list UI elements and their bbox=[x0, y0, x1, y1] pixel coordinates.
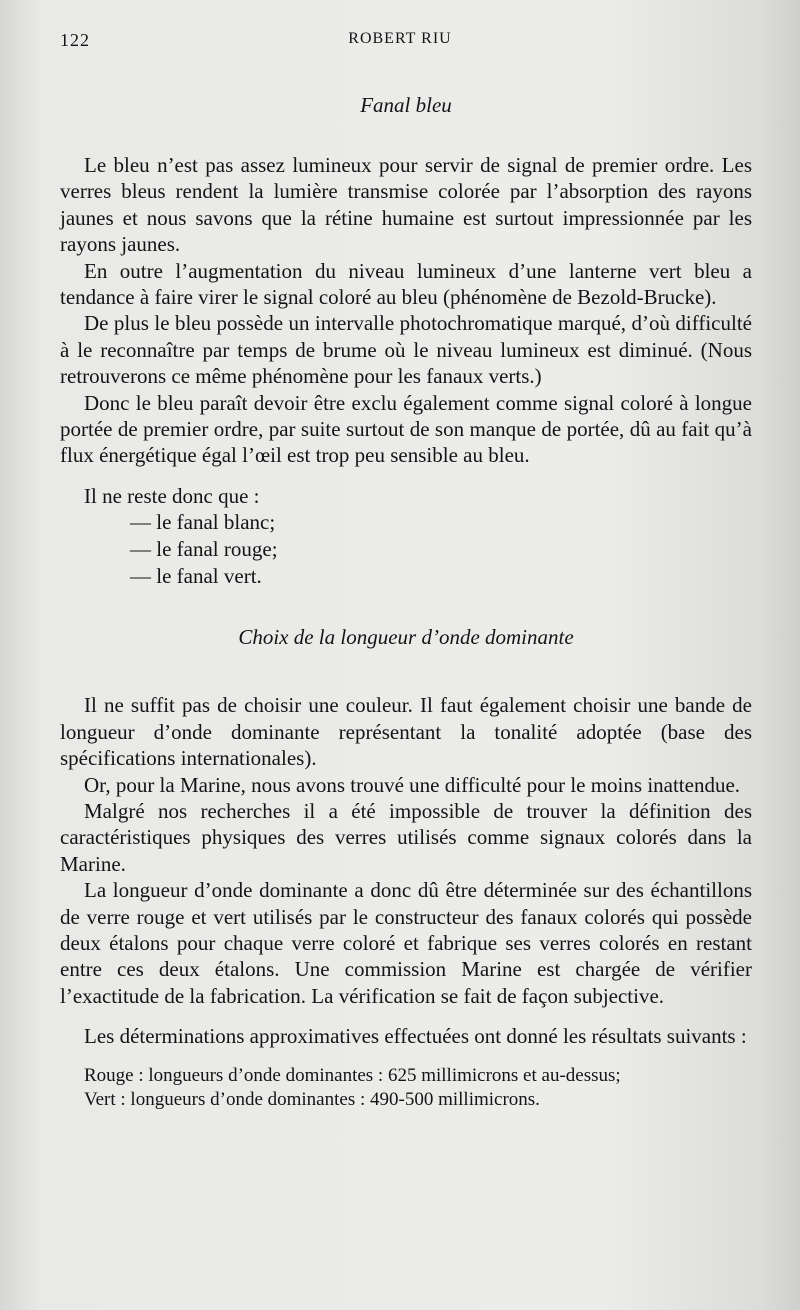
paragraph: Il ne suffit pas de choisir une couleur. Il faut également choisir une bande de longueur d’onde dominante représentant la tonalité adoptée (base des spécifications internationales). bbox=[60, 693, 752, 771]
paragraph: Or, pour la Marine, nous avons trouvé une difficulté pour le moins inattendue. bbox=[84, 772, 741, 797]
list-item: — le fanal blanc; bbox=[130, 509, 752, 536]
results-block bbox=[60, 1064, 752, 1112]
paragraph: La longueur d’onde dominante a donc dû être déterminée sur des échantillons de verre rouge et vert utilisés par le constructeur des fanaux colorés qui possède deux étalons pour chaque verre coloré et fabrique ses verres colorés en restant entre ces deux étalons. Une commission Marine est chargée de vérifier l’exactitude de la fabrication. La vérification se fait de façon subjective. bbox=[60, 878, 752, 1008]
result-vert: Vert : longueurs d’onde dominantes : 490-500 millimicrons. bbox=[84, 1088, 540, 1110]
running-header bbox=[60, 30, 740, 60]
paragraph: En outre l’augmentation du niveau lumineux d’une lanterne vert bleu a tendance à faire virer le signal coloré au bleu (phénomène de Bezold-Brucke). bbox=[60, 258, 752, 310]
page-number: 122 bbox=[60, 30, 90, 50]
remaining-lights-list bbox=[60, 509, 752, 590]
paragraph: Le bleu n’est pas assez lumineux pour servir de signal de premier ordre. Les verres bleus rendent la lumière transmise colorée par l’absorption des rayons jaunes et nous savons que la rétine humaine est surtout impressionnée par les rayons jaunes. bbox=[60, 153, 752, 257]
running-title: ROBERT RIU bbox=[348, 30, 452, 47]
list-item: — le fanal rouge; bbox=[130, 536, 752, 563]
paragraph: De plus le bleu possède un intervalle photochromatique marqué, d’où difficulté à le reconnaître par temps de brume où le niveau lumineux est diminué. (Nous retrouverons ce même phénomène pour les fanaux verts.) bbox=[60, 311, 752, 389]
result-rouge: Rouge : longueurs d’onde dominantes : 625 millimicrons et au-dessus; bbox=[84, 1064, 621, 1086]
paragraph: Il ne reste donc que : bbox=[84, 483, 260, 508]
paragraph: Les déterminations approximatives effectuées ont donné les résultats suivants : bbox=[84, 1024, 747, 1049]
paragraph: Malgré nos recherches il a été impossible de trouver la définition des caractéristiques physiques des verres utilisés comme signaux colorés dans la Marine. bbox=[60, 798, 752, 876]
list-item: — le fanal vert. bbox=[130, 563, 752, 590]
section-heading-fanal-bleu: Fanal bleu bbox=[360, 93, 452, 117]
body-text bbox=[60, 92, 752, 1112]
paragraph: Donc le bleu paraît devoir être exclu également comme signal coloré à longue portée de premier ordre, par suite surtout de son manque de portée, dû au fait qu’à flux énergétique égal l’œil est trop peu sensible au bleu. bbox=[60, 390, 752, 468]
section-heading-choix: Choix de la longueur d’onde dominante bbox=[238, 625, 574, 650]
